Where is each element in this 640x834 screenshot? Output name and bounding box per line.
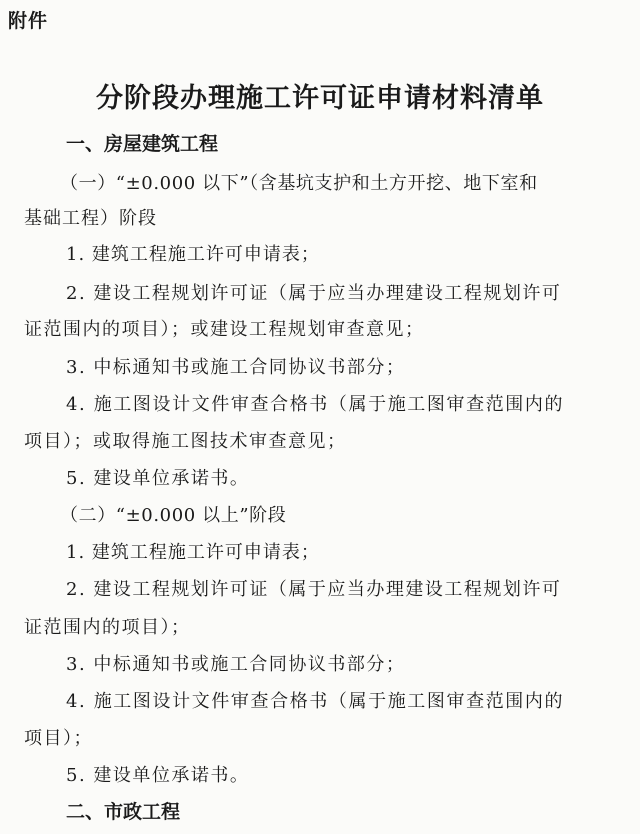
section-heading: 二、市政工程 xyxy=(66,801,181,823)
list-item-continued: 证范围内的项目）； xyxy=(24,617,191,638)
list-item: 2. 建设工程规划许可证（属于应当办理建设工程规划许可 xyxy=(66,283,562,304)
list-item: 4. 施工图设计文件审查合格书（属于施工图审查范围内的 xyxy=(66,691,565,712)
stage-heading: （一）“±0.000 以下”（含基坑支护和土方开挖、地下室和 xyxy=(60,173,538,194)
list-item: 2. 建设工程规划许可证（属于应当办理建设工程规划许可 xyxy=(66,579,562,600)
list-item-continued: 项目）； xyxy=(24,728,93,749)
list-item: 5. 建设单位承诺书。 xyxy=(66,468,250,489)
attachment-label: 附件 xyxy=(8,10,49,32)
list-item: 5. 建设单位承诺书。 xyxy=(66,765,250,786)
stage-heading: （二）“±0.000 以上”阶段 xyxy=(60,505,287,526)
list-item: 1. 建筑工程施工许可申请表； xyxy=(66,542,320,563)
section-heading: 一、房屋建筑工程 xyxy=(66,133,219,155)
list-item-continued: 项目）；或取得施工图技术审查意见； xyxy=(24,431,347,452)
list-item: 1. 建筑工程施工许可申请表； xyxy=(66,244,320,265)
list-item: 3. 中标通知书或施工合同协议书部分； xyxy=(66,654,406,675)
stage-heading-continued: 基础工程）阶段 xyxy=(24,208,157,229)
document-title: 分阶段办理施工许可证申请材料清单 xyxy=(96,83,544,114)
list-item-continued: 证范围内的项目）；或建设工程规划审查意见； xyxy=(24,319,425,340)
list-item: 4. 施工图设计文件审查合格书（属于施工图审查范围内的 xyxy=(66,394,565,415)
list-item: 3. 中标通知书或施工合同协议书部分； xyxy=(66,357,406,378)
